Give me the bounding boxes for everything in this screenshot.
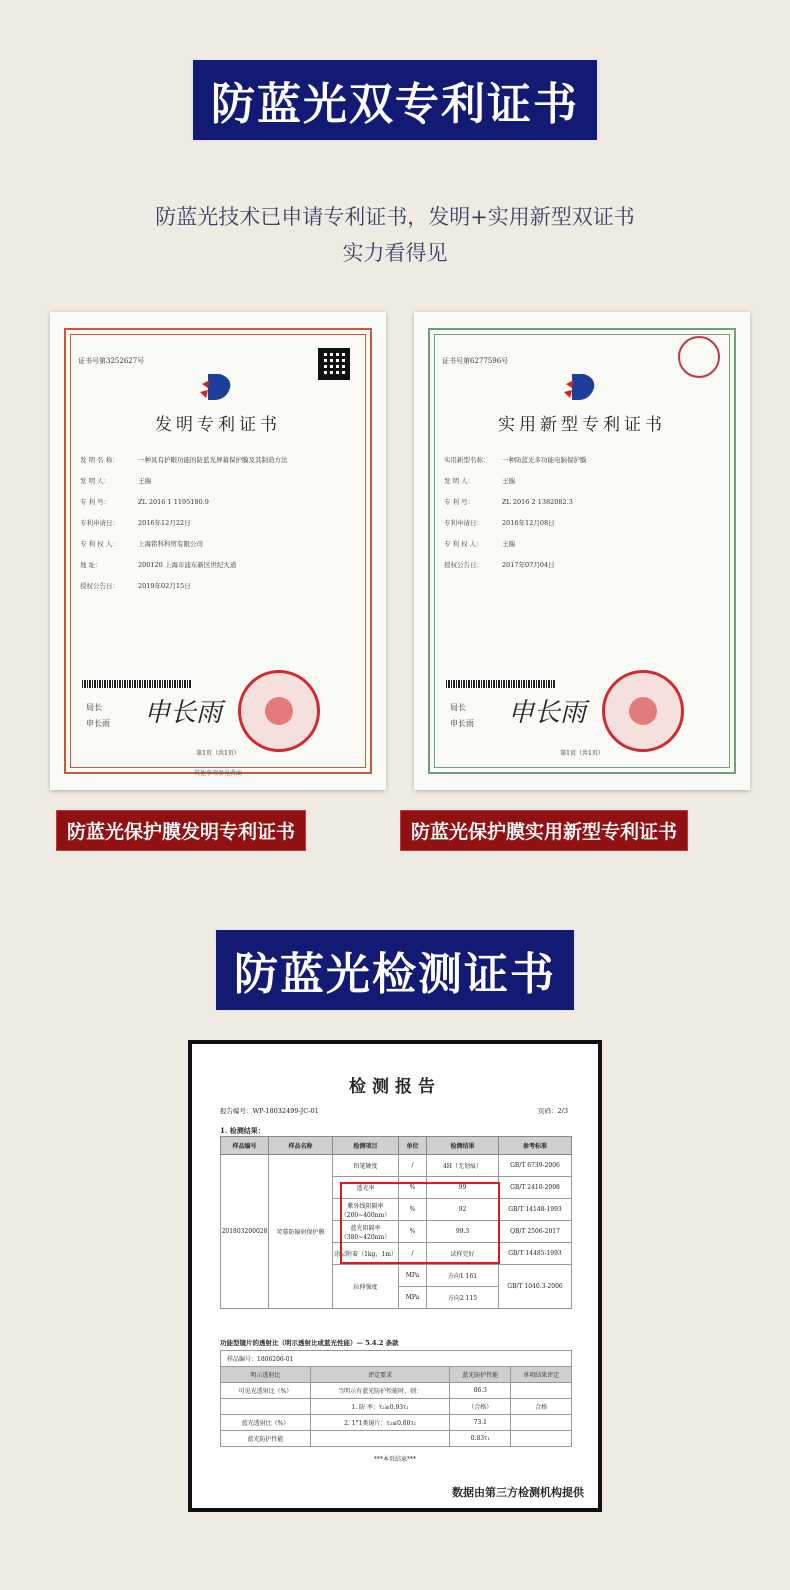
report-end-mark: ***本页结束***: [373, 1456, 416, 1463]
barcode-icon: [446, 680, 556, 688]
patent-office-logo-icon: [198, 370, 238, 404]
table-header: 样品名称: [269, 1137, 333, 1155]
utility-model-patent-certificate: [414, 312, 750, 790]
qr-code-icon: [318, 348, 350, 380]
official-seal-icon: [602, 670, 684, 752]
section-title-patents: 防蓝光双专利证书: [191, 58, 599, 142]
certificate-page-number: 第1页（共1页）: [560, 750, 604, 757]
section-subtitle-line2: 实力看得见: [342, 241, 448, 265]
table-header: 单位: [399, 1137, 427, 1155]
invention-patent-certificate: [50, 312, 386, 790]
table-row: 201803200028 荧幕防辐射保护膜 铅笔硬度 / 4H（无划痕） GB/T 6739-2006: [221, 1155, 572, 1177]
table-header: 明示透射比: [221, 1367, 311, 1383]
table-header: 蓝光防护性能: [450, 1367, 511, 1383]
certificate-number: 证书号第6277596号: [442, 357, 509, 365]
table-row: 蓝光防护性能 0.83τ₁: [221, 1431, 572, 1447]
table-header: 评定要求: [310, 1367, 450, 1383]
report-number: 报告编号：WP-18032499-JC-01: [220, 1107, 319, 1115]
highlight-box: [340, 1182, 500, 1264]
certificate-page-number: 第1页（共1页）: [196, 750, 240, 757]
table-header: 单项结果评定: [511, 1367, 572, 1383]
director-signature: 申长雨: [508, 698, 587, 728]
certificate-fields: 发 明 名 称： 一种具有护眼功能的防蓝光屏幕保护膜及其制造方法 发 明 人： 王揣 专 利 号： ZL 2016 1 1195180.9 专利申请日： 2016年12月22日 专 利 权 人： 上海铭科科贸有限公司 地 址： 200120 上海市浦东新区世纪大道 授权公告日： 2019年02月15日: [80, 456, 288, 590]
subtable-heading: 功能型镜片的透射比（明示透射比或蓝光性能）— 5.4.2 条款: [220, 1339, 399, 1347]
director-signature: 申长雨: [144, 698, 223, 728]
section-subtitle-line1: 防蓝光技术已申请专利证书，发明+实用新型双证书: [155, 205, 635, 229]
patent-office-logo-icon: [562, 370, 602, 404]
director-label: 局长 申长雨: [450, 703, 474, 728]
table-header: 检测结果: [427, 1137, 499, 1155]
certificate-footer: 其他事项参见背面: [193, 770, 242, 777]
table-row: 紫外线阻隔率（200~400nm） % 92 GB/T 14148-1993: [221, 1199, 572, 1221]
report-page-number: 页码：2/3: [538, 1107, 568, 1115]
table-header: 参考标准: [499, 1137, 572, 1155]
test-report-document: [188, 1040, 602, 1512]
section-title-testing: 防蓝光检测证书: [214, 928, 576, 1012]
caption-invention-patent: 防蓝光保护膜发明专利证书: [56, 810, 306, 851]
certificate-fields: 实用新型名称： 一种防蓝光多功能电脑保护膜 发 明 人： 王揣 专 利 号： ZL 2016 2 1382082.3 专利申请日： 2016年12月08日 专 利 权 人： 王揣 授权公告日： 2017年07月04日: [444, 456, 587, 569]
table-row: 可见光透射比（%） 当明示有蓝光防护性能时，则： 86.3: [221, 1383, 572, 1399]
barcode-icon: [82, 680, 192, 688]
director-label: 局长 申长雨: [86, 703, 110, 728]
table-row: 蓝光透射比（%） 2. 1°1类镜片：τ₃≤0.80τ₁ 73.1: [221, 1415, 572, 1431]
certificate-heading: 实用新型专利证书: [498, 415, 666, 435]
table-row: MPa 方向2 115: [221, 1287, 572, 1309]
report-title: 检测报告: [349, 1077, 441, 1097]
transmittance-table: 样品编号：1806206-01 明示透射比 评定要求 蓝光防护性能 单项结果评定 可见光透射比（%） 当明示有蓝光防护性能时，则： 86.3 1. 防 率：τ₂≥0.93τ₁ （合格） 合格 蓝光透射比（%） 2. 1°1类镜片：τ₃≤0.80τ₁ 73.1 蓝光防护性能 0.83τ₁: [220, 1350, 572, 1447]
caption-utility-patent: 防蓝光保护膜实用新型专利证书: [400, 810, 688, 851]
table-header: 检测项目: [333, 1137, 399, 1155]
certificate-number: 证书号第3252627号: [78, 357, 145, 365]
table-row: 蓝光阻隔率（380~420nm） % 99.3 QB/T 2506-2017: [221, 1221, 572, 1243]
table-row: 透光率 % 99 GB/T 2410-2008: [221, 1177, 572, 1199]
table-header: 样品编号: [221, 1137, 269, 1155]
certificate-heading: 发明专利证书: [155, 415, 281, 435]
official-seal-icon: [238, 670, 320, 752]
table-row: 涂层附着（1kg，1m） / 试样完好 GB/T 14485-1993: [221, 1243, 572, 1265]
round-seal-icon: [678, 336, 720, 378]
report-source-note: 数据由第三方检测机构提供: [452, 1486, 584, 1499]
table-row: 拉伸强度 MPa 方向1 161 GB/T 1040.3-2006: [221, 1265, 572, 1287]
results-label: 1. 检测结果：: [220, 1126, 265, 1135]
table-row: 1. 防 率：τ₂≥0.93τ₁ （合格） 合格: [221, 1399, 572, 1415]
